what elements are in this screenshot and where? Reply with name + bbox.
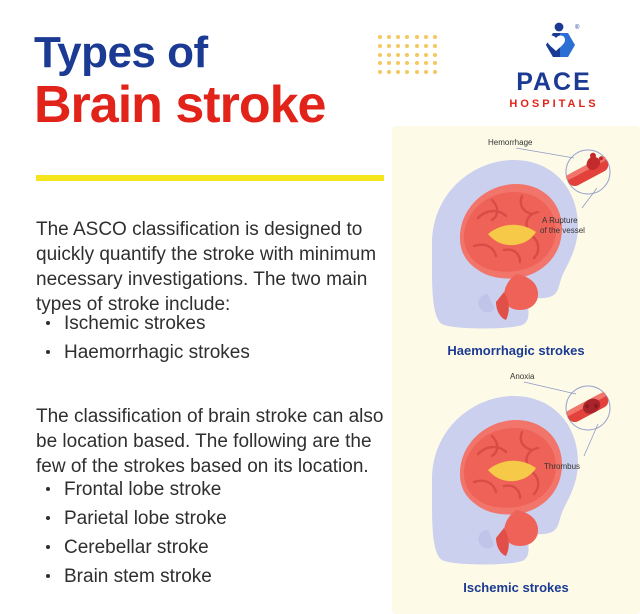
list-item: Frontal lobe stroke (42, 476, 398, 505)
head-brain-illustration-icon (392, 126, 640, 374)
annotation-thrombus: Thrombus (544, 462, 581, 471)
annotation-anoxia: Anoxia (510, 372, 535, 381)
annotation-rupture-vessel: of the vessel (540, 226, 585, 235)
ischemic-figure-panel (392, 362, 640, 614)
stroke-type-list (42, 310, 398, 368)
logo-name: PACE (516, 68, 592, 96)
stroke-location-list (42, 476, 398, 592)
annotation-hemorrhage: Hemorrhage (488, 138, 533, 147)
list-item: Ischemic strokes (42, 310, 398, 339)
list-item: Cerebellar stroke (42, 534, 398, 563)
hexagon-person-icon (494, 22, 614, 68)
logo-subtitle: HOSPITALS (509, 98, 599, 110)
haemorrhagic-figure-panel (392, 126, 640, 374)
dot-grid-decoration-icon (378, 35, 440, 77)
list-item: Parietal lobe stroke (42, 505, 398, 534)
title-line-2: Brain stroke (34, 76, 326, 135)
annotation-rupture: A Rupture (542, 216, 578, 225)
title-line-1: Types of (34, 28, 208, 77)
brand-logo (494, 22, 614, 110)
location-paragraph: The classification of brain stroke can also be location based. The following are the few of the strokes based on its location. (36, 406, 384, 478)
svg-text:®: ® (575, 25, 580, 31)
title-underline-divider (36, 175, 384, 181)
list-item: Haemorrhagic strokes (42, 339, 398, 368)
ischemic-caption: Ischemic strokes (463, 580, 569, 595)
intro-paragraph: The ASCO classification is designed to quickly quantify the stroke with minimum necessary investigations. The two main types of stroke include: (36, 219, 377, 316)
haemorrhagic-caption: Haemorrhagic strokes (447, 343, 585, 358)
list-item: Brain stem stroke (42, 563, 398, 592)
head-brain-illustration-icon (392, 362, 640, 610)
